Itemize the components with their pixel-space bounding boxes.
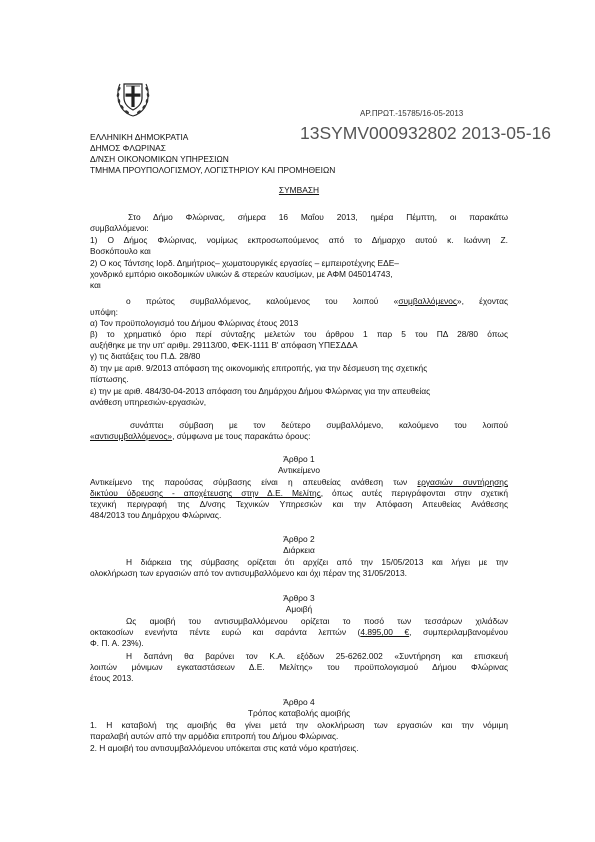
article-1-pre: Αντικείμενο της παρούσας σύμβασης είναι η απευθείας ανάθεση των [90, 477, 418, 487]
article-4-line: 1. Η καταβολή της αμοιβής θα γίνει μετά την ολοκλήρωση των εργασιών και την νόμιμη [90, 720, 508, 730]
considering-b: αυξήθηκε με την υπ' αριθμ. 29113/00, ΦΕΚ-1111 Β' απόφαση ΥΠΕΣΔΔΑ [90, 340, 358, 350]
protocol-number: ΑΡ.ΠΡΩΤ.-15785/16-05-2013 [360, 109, 464, 118]
article-3-line: έτους 2013. [90, 673, 134, 683]
considering-label: υπόψη: [90, 307, 118, 317]
article-3-post: , συμπεριλαμβανομένου [409, 627, 508, 637]
article-1-post: , όπως αυτές περιγράφονται στην σχετική [320, 488, 508, 498]
intro-line: Στο Δήμο Φλώρινας, σήμερα 16 Μαΐου 2013, ημέρα Πέμπτη, οι παρακάτω [128, 212, 508, 222]
considering-c: γ) τις διατάξεις του Π.Δ. 28/80 [90, 351, 201, 361]
article-1-line [90, 477, 508, 487]
document-title: ΣΥΜΒΑΣΗ [278, 185, 320, 195]
first-party-line [90, 296, 508, 306]
considering-d: πίστωσης. [90, 374, 129, 384]
article-1-line: 484/2013 του Δημάρχου Φλώρινας. [90, 510, 222, 520]
second-party-term: «αντισυμβαλλόμενος» [90, 431, 173, 441]
article-3-title: Αμοιβή [285, 604, 313, 614]
party-one-line: Βοσκόπουλο και [90, 246, 151, 256]
considering-e: ανάθεση υπηρεσιών-εργασιών, [90, 397, 207, 407]
first-party-post: », έχοντας [456, 296, 508, 306]
article-4-line: παραλαβή αυτών από την αρμόδια επιτροπή του Δήμου Φλώρινας. [90, 731, 339, 741]
party-two-line: και [90, 280, 101, 290]
article-1-line [90, 488, 508, 498]
party-two-line: χονδρικό εμπόριο οικοδομικών υλικών & στερεών καυσίμων, με ΑΦΜ 045014743, [90, 269, 393, 279]
article-4-title: Τρόπος καταβολής αμοιβής [247, 708, 351, 718]
article-3-pre: οκτακοσίων ενενήντα πέντε ευρώ και σαράντα λεπτών ( [90, 627, 361, 637]
party-one-line: 1) Ο Δήμος Φλώρινας, νομίμως εκπροσωπούμενος από το Δήμαρχο αυτού κ. Ιωάννη Ζ. [90, 235, 508, 245]
article-3-number: Άρθρο 3 [283, 593, 315, 603]
article-3-line: Η δαπάνη θα βαρύνει τον Κ.Α. εξόδων 25-6262.002 «Συντήρηση και επισκευή [126, 651, 508, 661]
considering-d: δ) την με αριθ. 9/2013 απόφαση της οικονομικής επιτροπής, για την δέσμευση της σχετικής [90, 363, 428, 373]
article-3-line [90, 627, 508, 637]
article-1-subject: εργασιών συντήρησης [417, 477, 508, 487]
article-3-line: λοιπών μόνιμων εγκαταστάσεων Δ.Ε. Μελίτης» του προϋπολογισμού Δήμου Φλώρινας [90, 662, 508, 672]
considering-e: ε) την με αριθ. 484/30-04-2013 απόφαση του Δημάρχου Δήμου Φλώρινας για την απευθείας [90, 386, 431, 396]
header-country: ΕΛΛΗΝΙΚΗ ΔΗΜΟΚΡΑΤΙΑ [90, 132, 189, 142]
header-directorate: Δ/ΝΣΗ ΟΙΚΟΝΟΜΙΚΩΝ ΥΠΗΡΕΣΙΩΝ [90, 154, 229, 164]
ada-code: 13SYMV000932802 2013-05-16 [300, 123, 552, 143]
considering-b: β) το χρηματικό όριο περί σύνταξης μελετών του άρθρου 1 παρ 5 του ΠΔ 28/80 όπως [90, 329, 508, 339]
article-4-line: 2. Η αμοιβή του αντισυμβαλλόμενου υπόκειται στις κατά νόμο κρατήσεις. [90, 743, 359, 753]
article-2-title: Διάρκεια [283, 545, 315, 555]
article-4-number: Άρθρο 4 [283, 697, 315, 707]
party-two-line: 2) Ο κος Τάντσης Ιορδ. Δημήτριος– χωματουργικές εργασίες – εμπειροτέχνης ΕΔΕ– [90, 258, 399, 268]
article-2-line: Η διάρκεια της σύμβασης ορίζεται ότι αρχίζει από την 15/05/2013 και λήγει με την [126, 557, 508, 567]
contract-clause [90, 431, 508, 441]
article-2-line: ολοκλήρωση των εργασιών από τον αντισυμβαλλόμενο και όχι πέραν της 31/05/2013. [90, 568, 407, 578]
header-department: ΤΜΗΜΑ ΠΡΟΥΠΟΛΟΓΙΣΜΟΥ, ΛΟΓΙΣΤΗΡΙΟΥ ΚΑΙ ΠΡΟΜΗΘΕΙΩΝ [90, 165, 336, 175]
article-1-number: Άρθρο 1 [283, 454, 315, 464]
article-3-line: Ως αμοιβή του αντισυμβαλλόμενου ορίζεται το ποσό των τεσσάρων χιλιάδων [126, 616, 508, 626]
contract-clause: συνάπτει σύμβαση με τον δεύτερο συμβαλλόμενο, καλούμενο του λοιπού [130, 420, 508, 430]
header-municipality: ΔΗΜΟΣ ΦΛΩΡΙΝΑΣ [90, 143, 166, 153]
contract-clause-post: , σύμφωνα με τους παρακάτω όρους: [172, 431, 311, 441]
article-1-title: Αντικείμενο [278, 465, 320, 475]
first-party-pre: ο πρώτος συμβαλλόμενος, καλούμενος του λοιπού « [126, 296, 399, 306]
article-3-amount: 4.895,00 € [360, 627, 410, 637]
article-1-subject: δικτύου ύδρευσης - αποχέτευσης στην Δ.Ε. Μελίτης [90, 488, 321, 498]
intro-line: συμβαλλόμενοι: [90, 223, 149, 233]
considering-a: α) Τον προϋπολογισμό του Δήμου Φλώρινας έτους 2013 [90, 318, 299, 328]
first-party-term: συμβαλλόμενος [398, 296, 457, 306]
article-1-line: τεχνική περιγραφή της Δ/νσης Τεχνικών Υπηρεσιών και την Απόφαση Απευθείας Ανάθεσης [90, 499, 508, 509]
article-3-line: Φ. Π. Α. 23%). [90, 638, 144, 648]
greek-coat-of-arms-icon [112, 76, 154, 118]
article-2-number: Άρθρο 2 [283, 534, 315, 544]
